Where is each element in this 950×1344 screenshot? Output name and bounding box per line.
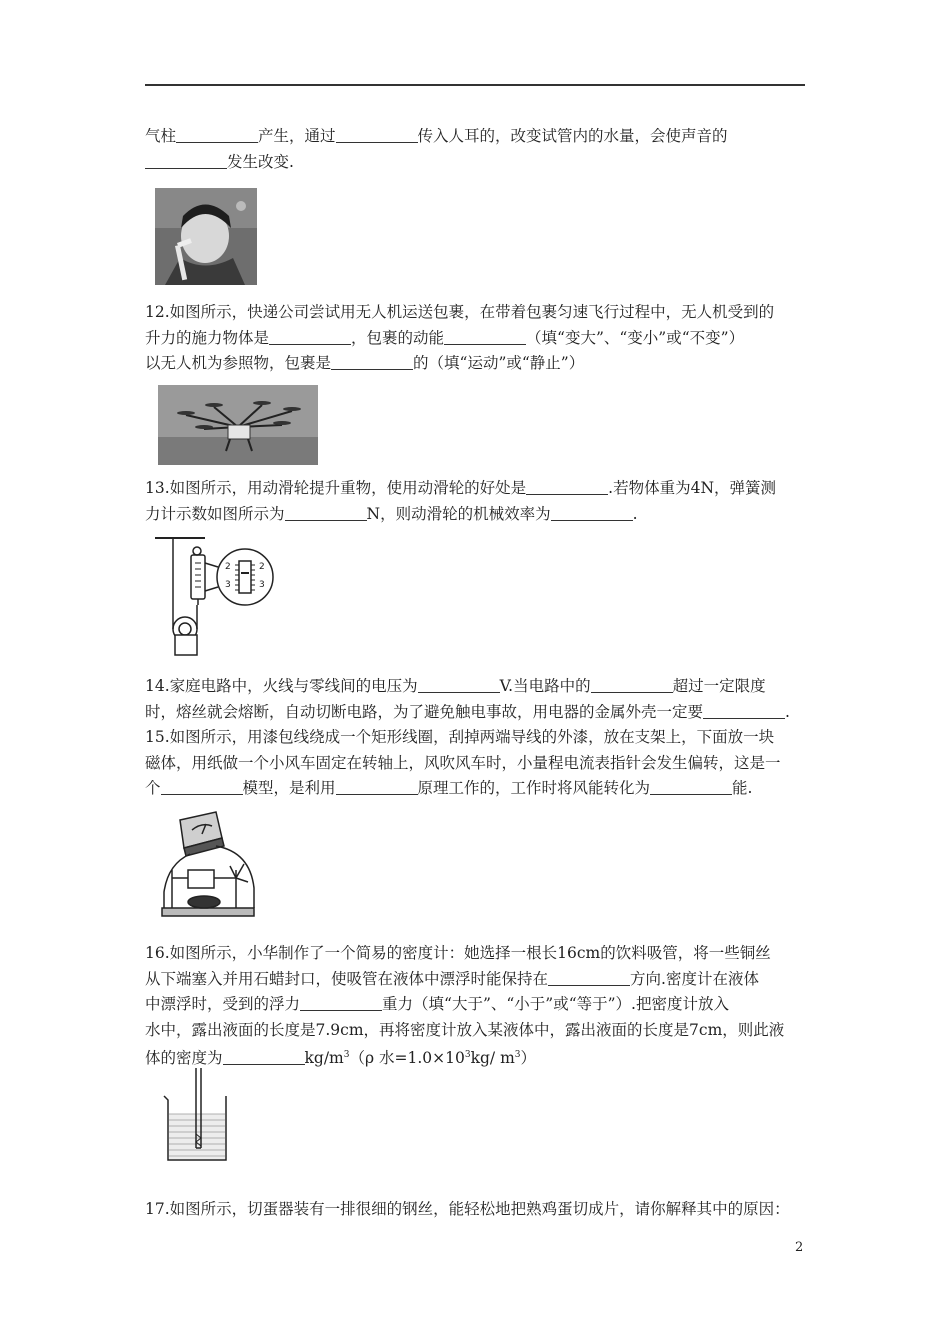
q14-line-2: 时，熔丝就会熔断，自动切断电路，为了避免触电事故，用电器的金属外壳一定要 . bbox=[145, 702, 790, 721]
figure-drone-with-package bbox=[158, 385, 318, 465]
q16-line-1: 16.如图所示，小华制作了一个简易的密度计：她选择一根长16cm的饮料吸管，将一些铜丝 bbox=[145, 944, 771, 962]
answer-blank[interactable] bbox=[418, 675, 500, 693]
q11-line-1: 气柱 产生，通过 传入人耳的，改变试管内的水量，会使声音的 bbox=[145, 127, 728, 145]
q12-line-1: 12.如图所示，快递公司尝试用无人机运送包裹，在带着包裹匀速飞行过程中，无人机受到的 bbox=[145, 303, 775, 321]
answer-blank[interactable] bbox=[551, 503, 633, 521]
answer-blank[interactable] bbox=[176, 125, 258, 143]
question-13 bbox=[145, 476, 825, 527]
question-15 bbox=[145, 725, 825, 802]
q16-line-4: 水中，露出液面的长度是7.9cm，再将密度计放入某液体中，露出液面的长度是7cm，则此液 bbox=[145, 1020, 785, 1039]
q13-line-2: 力计示数如图所示为 N，则动滑轮的机械效率为 . bbox=[145, 504, 638, 523]
figure-movable-pulley-spring-scale bbox=[155, 535, 275, 657]
question-16 bbox=[145, 941, 825, 1072]
answer-blank[interactable] bbox=[526, 477, 608, 495]
answer-blank[interactable] bbox=[650, 777, 732, 795]
question-17 bbox=[145, 1197, 825, 1223]
q12-line-3: 以无人机为参照物，包裹是 的（填“运动”或“静止”） bbox=[145, 354, 585, 372]
figure-wind-generator-model bbox=[158, 808, 260, 926]
figure-beaker-density-meter bbox=[160, 1068, 232, 1164]
q14-line-1: 14.家庭电路中，火线与零线间的电压为 V.当电路中的 超过一定限度 bbox=[145, 677, 766, 695]
q17-line-1: 17.如图所示，切蛋器装有一排很细的钢丝，能轻松地把熟鸡蛋切成片，请你解释其中的原因： bbox=[145, 1200, 790, 1218]
q16-line-3: 中漂浮时，受到的浮力 重力（填“大于”、“小于”或“等于”）.把密度计放入 bbox=[145, 995, 729, 1013]
answer-blank[interactable] bbox=[703, 701, 785, 719]
answer-blank[interactable] bbox=[269, 327, 351, 345]
q15-line-3: 个 模型，是利用 原理工作的，工作时将风能转化为 能. bbox=[145, 779, 753, 797]
q12-line-2: 升力的施力物体是 ，包裹的动能 （填“变大”、“变小”或“不变”） bbox=[145, 328, 745, 347]
answer-blank[interactable] bbox=[223, 1047, 305, 1065]
answer-blank[interactable] bbox=[336, 777, 418, 795]
answer-blank[interactable] bbox=[161, 777, 243, 795]
scale-label: 3 bbox=[259, 580, 265, 590]
q15-line-1: 15.如图所示，用漆包线绕成一个矩形线圈，刮掉两端导线的外漆，放在支架上，下面放一块 bbox=[145, 728, 775, 746]
figure-child-blowing-test-tube bbox=[155, 188, 257, 285]
q13-line-1: 13.如图所示，用动滑轮提升重物，使用动滑轮的好处是 .若物体重为4N，弹簧测 bbox=[145, 479, 777, 497]
scale-label: 3 bbox=[225, 580, 231, 590]
q11-line-2: 发生改变. bbox=[145, 150, 825, 176]
question-12 bbox=[145, 300, 825, 377]
q16-line-5: 体的密度为 $kg/m^3(\rho$ 水$=1.0\times 10^3kg/$ $m^3$） bbox=[145, 1049, 537, 1068]
answer-blank[interactable] bbox=[300, 993, 382, 1011]
answer-blank[interactable] bbox=[331, 352, 413, 370]
question-11-continued bbox=[145, 124, 825, 175]
answer-blank[interactable] bbox=[285, 503, 367, 521]
scale-label: 2 bbox=[259, 562, 265, 572]
header-rule bbox=[145, 84, 805, 86]
answer-blank[interactable] bbox=[591, 675, 673, 693]
answer-blank[interactable] bbox=[548, 968, 630, 986]
page-number: 2 bbox=[795, 1240, 804, 1255]
q15-line-2: 磁体，用纸做一个小风车固定在转轴上，风吹风车时，小量程电流表指针会发生偏转，这是一 bbox=[145, 753, 781, 772]
answer-blank[interactable] bbox=[145, 151, 227, 169]
answer-blank[interactable] bbox=[444, 327, 526, 345]
answer-blank[interactable] bbox=[336, 125, 418, 143]
scale-label: 2 bbox=[225, 562, 231, 572]
question-14 bbox=[145, 674, 825, 725]
q16-line-2: 从下端塞入并用石蜡封口，使吸管在液体中漂浮时能保持在 方向.密度计在液体 bbox=[145, 969, 759, 988]
